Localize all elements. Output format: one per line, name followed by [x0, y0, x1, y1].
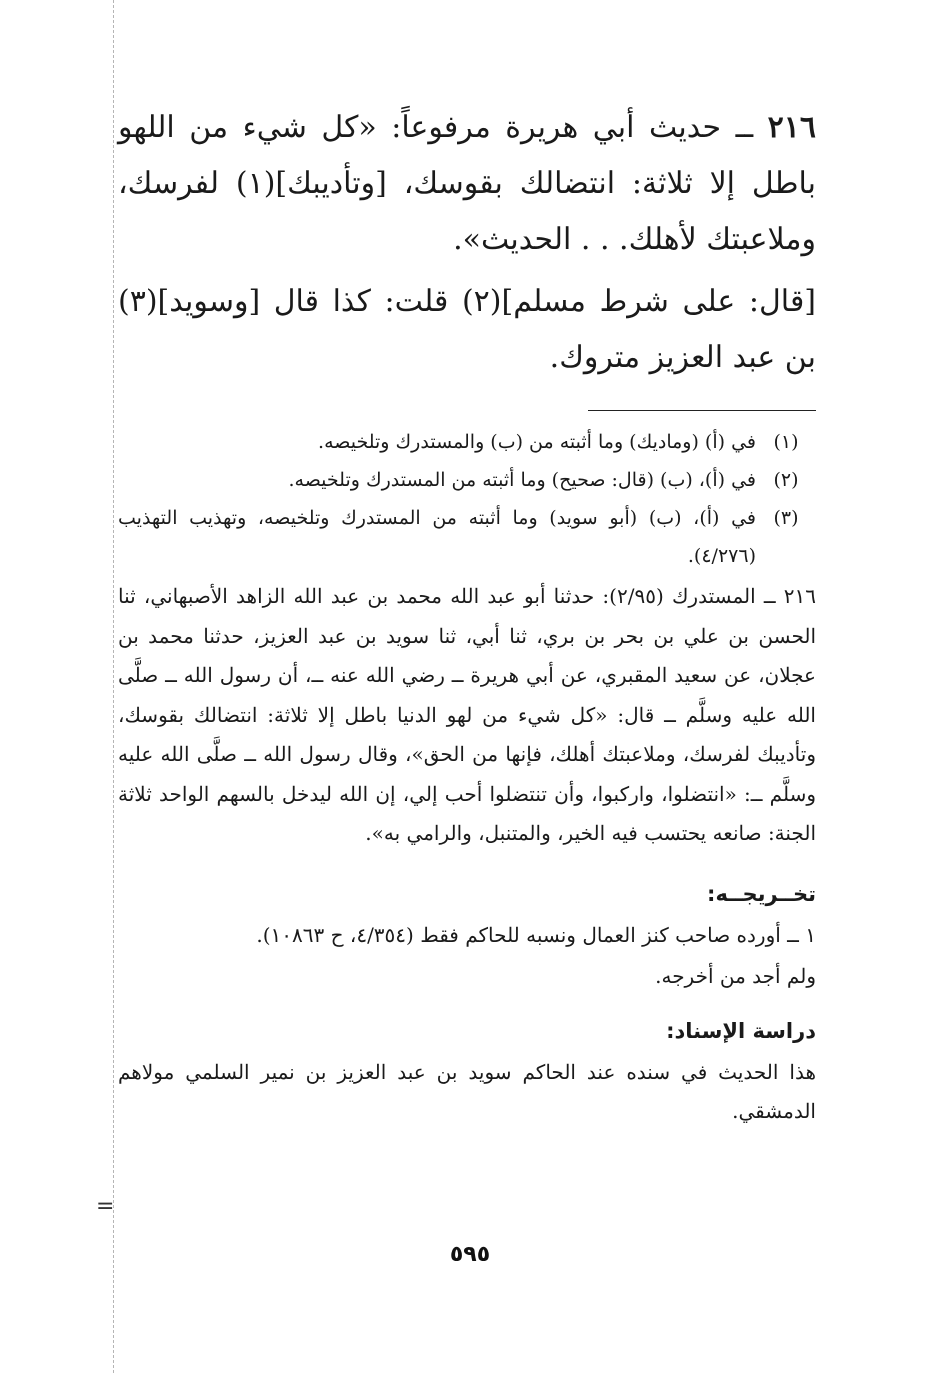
page-content [118, 100, 816, 1132]
binding-guide-line [113, 0, 114, 1373]
hadith-text: ــ حديث أبي هريرة مرفوعاً: «كل شيء من اللهو باطل إلا ثلاثة: انتضالك بقوسك، [وتأديبك](١) لفرسك، وملاعبتك لأهلك. . . الحديث». [118, 110, 816, 257]
footnote-text: في (أ)، (ب) (أبو سويد) وما أثبته من المستدرك وتلخيصه، وتهذيب التهذيب (٤/٢٧٦). [118, 507, 756, 567]
footnotes-block [118, 423, 816, 575]
footnote-1 [118, 423, 816, 461]
footnote-text: في (أ) (وماديك) وما أثبته من (ب) والمستدرك وتلخيصه. [318, 431, 756, 453]
footnote-text: في (أ)، (ب) (قال: صحيح) وما أثبته من المستدرك وتلخيصه. [288, 469, 756, 491]
main-comment-paragraph: [قال: على شرط مسلم](٢) قلت: كذا قال [وسويد](٣) بن عبد العزيز متروك. [118, 284, 816, 375]
takhrij-line-2: ولم أجد من أخرجه. [655, 964, 816, 988]
main-hadith-paragraph [118, 100, 816, 268]
footnote-2 [118, 461, 816, 499]
takhrij-heading: تخــريجــه: [707, 881, 816, 906]
page-number: ٥٩٥ [449, 1242, 491, 1267]
footnote-number: (٢) [773, 469, 799, 491]
isnad-text: هذا الحديث في سنده عند الحاكم سويد بن عبد العزيز بن نمير السلمي مولاهم الدمشقي. [118, 1059, 816, 1123]
footnote-number: (٣) [773, 507, 799, 529]
margin-continuation-mark: = [96, 1194, 115, 1219]
isnad-heading: دراسة الإسناد: [666, 1018, 816, 1043]
commentary-hadith-paragraph: ٢١٦ ــ المستدرك (٢/٩٥): حدثنا أبو عبد الله محمد بن عبد الله الزاهد الأصبهاني، ثنا الحسن بن علي بن بحر بن بري، ثنا أبي، ثنا سويد بن عبد العزيز، حدثنا محمد بن عجلان، عن سعيد المقبري، عن أبي هريرة ــ رضي الله عنه ــ، أن رسول الله ــ صلَّى الله عليه وسلَّم ــ قال: «كل شيء من لهو الدنيا باطل إلا ثلاثة: انتضالك بقوسك، وتأديبك لفرسك، وملاعبتك أهلك، فإنها من الحق»، وقال رسول الله ــ صلَّى الله عليه وسلَّم ــ: «انتضلوا، واركبوا، وأن تنتضلوا أحب إلي، إن الله ليدخل بالسهم الواحد ثلاثة الجنة: صانعه يحتسب فيه الخير، والمتنبل، والرامي به». [118, 584, 816, 845]
hadith-number: ٢١٦ [767, 110, 816, 145]
footnote-separator [588, 410, 816, 411]
takhrij-line-1: ١ ــ أورده صاحب كنز العمال ونسبه للحاكم فقط (٤/٣٥٤، ح ١٠٨٦٣). [256, 922, 816, 947]
footnote-3 [118, 499, 816, 575]
footnote-number: (١) [773, 431, 799, 453]
